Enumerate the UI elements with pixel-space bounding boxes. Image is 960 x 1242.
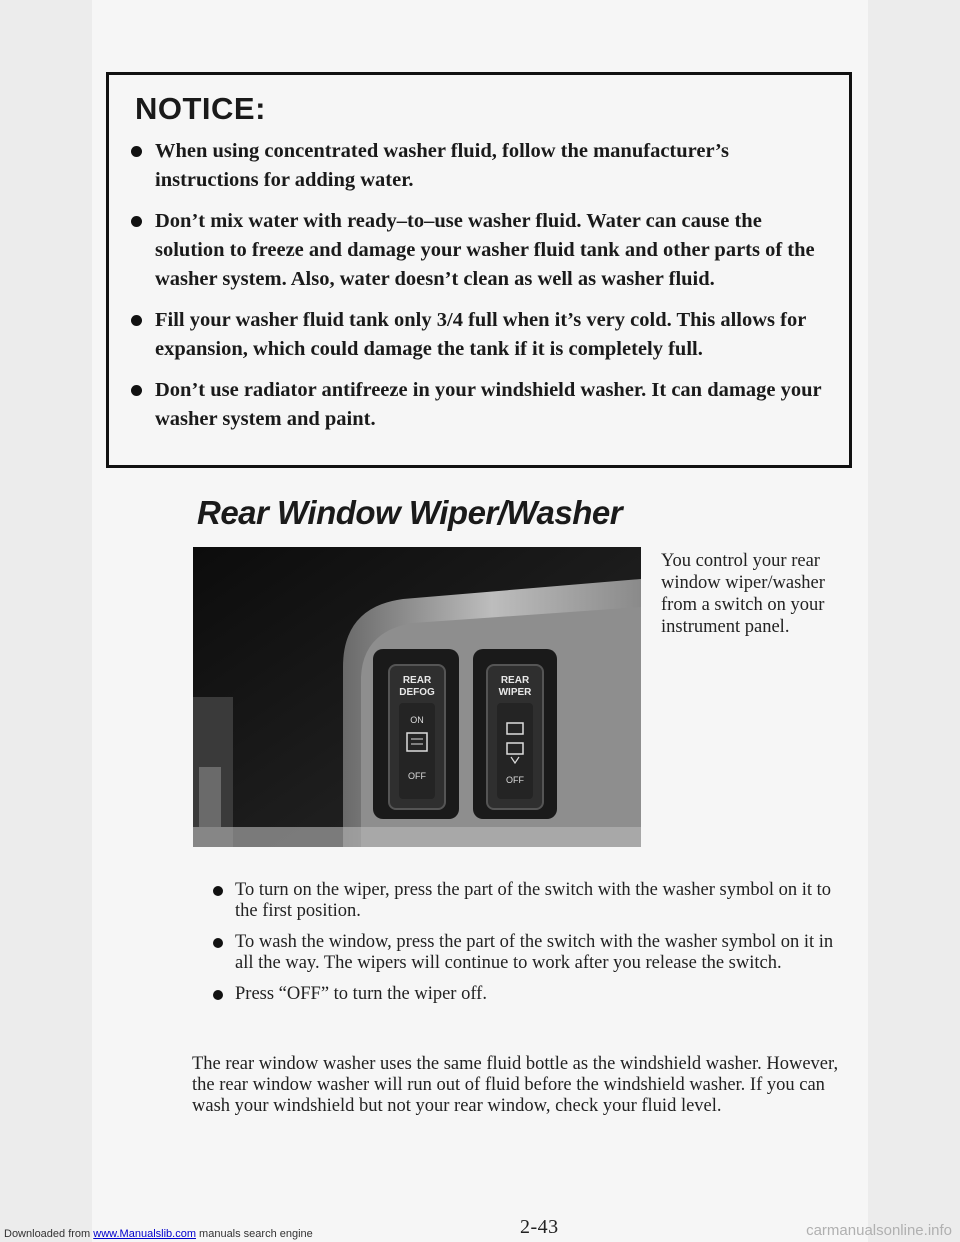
instruction-text: Press “OFF” to turn the wiper off.: [235, 984, 487, 1004]
footer-suffix: manuals search engine: [199, 1228, 313, 1240]
left-on-label: ON: [410, 715, 424, 725]
right-switch-top-label: REAR: [500, 675, 530, 686]
switch-panel-photo: [193, 547, 641, 847]
notice-item: [131, 376, 829, 434]
switch-panel-illustration: [193, 547, 641, 847]
notice-item-text: Don’t use radiator antifreeze in your windshield washer. It can damage your washer system and paint.: [155, 379, 822, 430]
notice-item-text: Fill your washer fluid tank only 3/4 full when it’s very cold. This allows for expansion, which could damage the tank if it is completely full.: [155, 309, 806, 360]
closing-paragraph: The rear window washer uses the same fluid bottle as the windshield washer. However, the rear window washer will run out of fluid before the windshield washer. If you can wash your windshield but not your rear window, check your fluid level.: [192, 1054, 839, 1116]
left-switch-top-label: REAR: [402, 675, 432, 686]
bullet-icon: [131, 385, 142, 396]
bullet-icon: [131, 146, 142, 157]
manualslib-link[interactable]: www.Manualslib.com: [93, 1228, 196, 1240]
notice-item: [131, 306, 829, 364]
notice-title: NOTICE:: [135, 91, 266, 126]
bullet-icon: [213, 990, 223, 1000]
notice-item: [131, 137, 829, 195]
bullet-icon: [213, 938, 223, 948]
notice-item-text: When using concentrated washer fluid, follow the manufacturer’s instructions for adding water.: [155, 140, 729, 191]
bullet-icon: [213, 886, 223, 896]
right-off-label: OFF: [506, 775, 524, 785]
notice-item: [131, 207, 829, 294]
instruction-item: [215, 932, 855, 974]
instruction-item: [215, 984, 855, 1005]
notice-list: [131, 137, 829, 434]
instruction-item: [215, 880, 855, 922]
page-number: 2-43: [520, 1216, 559, 1238]
notice-item-text: Don’t mix water with ready–to–use washer fluid. Water can cause the solution to freeze and damage your washer fluid tank and other parts of the washer system. Also, water doesn’t clean as well as washer fluid.: [155, 210, 815, 290]
instruction-text: To turn on the wiper, press the part of the switch with the washer symbol on it to the first position.: [235, 880, 832, 921]
instruction-list: [215, 880, 855, 1015]
bullet-icon: [131, 216, 142, 227]
section-heading: Rear Window Wiper/Washer: [197, 494, 623, 531]
bullet-icon: [131, 315, 142, 326]
download-footer: [4, 1228, 313, 1240]
watermark: carmanualsonline.info: [806, 1222, 952, 1239]
footer-prefix: Downloaded from: [4, 1228, 91, 1240]
notice-box: [106, 72, 852, 468]
instruction-text: To wash the window, press the part of the switch with the washer symbol on it in all the way. The wipers will continue to work after you release the switch.: [235, 932, 834, 973]
left-switch-bottom-label: DEFOG: [399, 687, 435, 698]
left-off-label: OFF: [408, 771, 426, 781]
right-switch-bottom-label: WIPER: [498, 687, 532, 698]
intro-text: You control your rear window wiper/washer from a switch on your instrument panel.: [661, 551, 825, 637]
